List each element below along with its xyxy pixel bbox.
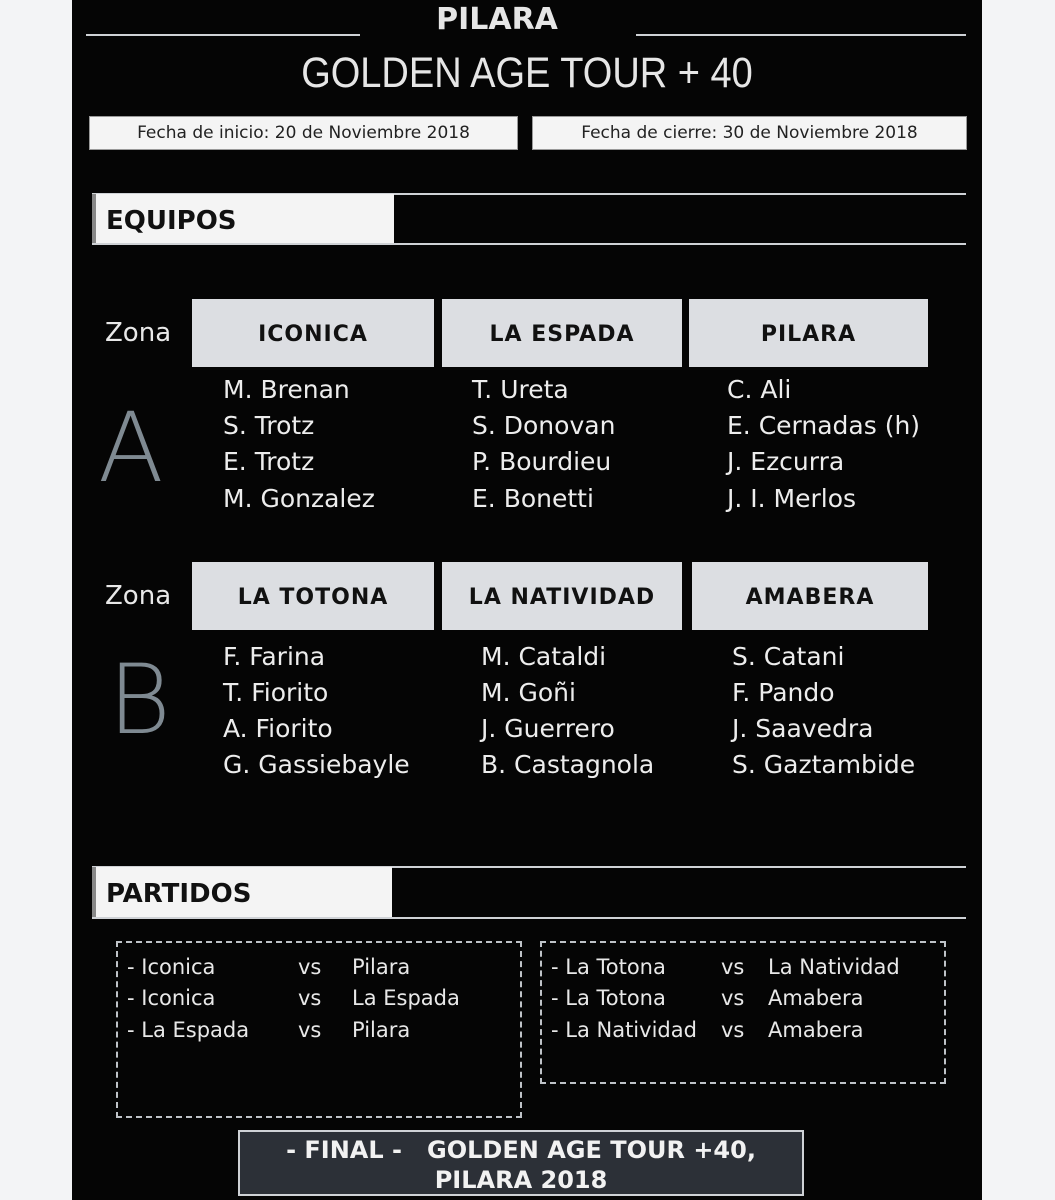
player-name: G. Gassiebayle [223,750,410,779]
team-header-la-natividad: LA NATIVIDAD [442,562,682,630]
tournament-poster [72,0,982,1200]
brand-title: PILARA [436,2,558,37]
match-vs: vs [298,1018,322,1042]
tournament-title: GOLDEN AGE TOUR + 40 [301,50,753,98]
player-name: S. Trotz [223,411,315,440]
match-vs: vs [721,955,745,979]
match-away: La Espada [352,986,460,1010]
teams-rule-bottom [92,243,966,245]
match-home: - Iconica [127,986,216,1010]
player-name: M. Cataldi [481,642,607,671]
team-header-la-totona: LA TOTONA [192,562,434,630]
player-name: M. Gonzalez [223,484,375,513]
final-line-1: - FINAL - GOLDEN AGE TOUR +40, [286,1136,756,1164]
start-date: Fecha de inicio: 20 de Noviembre 2018 [89,116,518,150]
player-name: T. Ureta [472,375,569,404]
team-header-iconica: ICONICA [192,299,434,367]
player-name: A. Fiorito [223,714,333,743]
player-name: J. Guerrero [481,714,615,743]
match-home: - La Totona [551,986,666,1010]
player-name: P. Bourdieu [472,447,612,476]
player-name: E. Cernadas (h) [727,411,921,440]
matches-rule-bottom [92,917,966,919]
match-vs: vs [721,986,745,1010]
match-vs: vs [721,1018,745,1042]
zone-b-label: Zona [105,581,172,611]
match-vs: vs [298,955,322,979]
player-name: T. Fiorito [223,678,329,707]
zone-a-label: Zona [105,318,172,348]
match-vs: vs [298,986,322,1010]
player-name: S. Catani [732,642,845,671]
player-name: J. Ezcurra [727,447,845,476]
team-header-la-espada: LA ESPADA [442,299,682,367]
player-name: E. Bonetti [472,484,594,513]
team-header-amabera: AMABERA [692,562,928,630]
player-name: C. Ali [727,375,792,404]
header-rule-right [636,34,966,36]
final-box [238,1130,804,1196]
player-name: S. Gaztambide [732,750,916,779]
zone-a-letter: A [98,392,164,504]
player-name: E. Trotz [223,447,315,476]
match-away: Amabera [768,1018,864,1042]
player-name: J. I. Merlos [727,484,857,513]
match-away: Pilara [352,955,411,979]
match-away: La Natividad [768,955,900,979]
match-away: Pilara [352,1018,411,1042]
end-date: Fecha de cierre: 30 de Noviembre 2018 [532,116,967,150]
player-name: M. Goñi [481,678,576,707]
match-home: - La Totona [551,955,666,979]
team-header-pilara: PILARA [689,299,928,367]
player-name: B. Castagnola [481,750,655,779]
match-home: - La Natividad [551,1018,697,1042]
header-rule-left [86,34,360,36]
match-away: Amabera [768,986,864,1010]
player-name: J. Saavedra [732,714,874,743]
player-name: F. Pando [732,678,835,707]
match-home: - Iconica [127,955,216,979]
teams-section-title: EQUIPOS [92,194,394,244]
player-name: S. Donovan [472,411,616,440]
zone-b-letter: B [108,644,171,756]
player-name: M. Brenan [223,375,350,404]
match-home: - La Espada [127,1018,250,1042]
matches-section-title: PARTIDOS [92,867,392,917]
player-name: F. Farina [223,642,326,671]
final-line-2: PILARA 2018 [434,1166,608,1194]
